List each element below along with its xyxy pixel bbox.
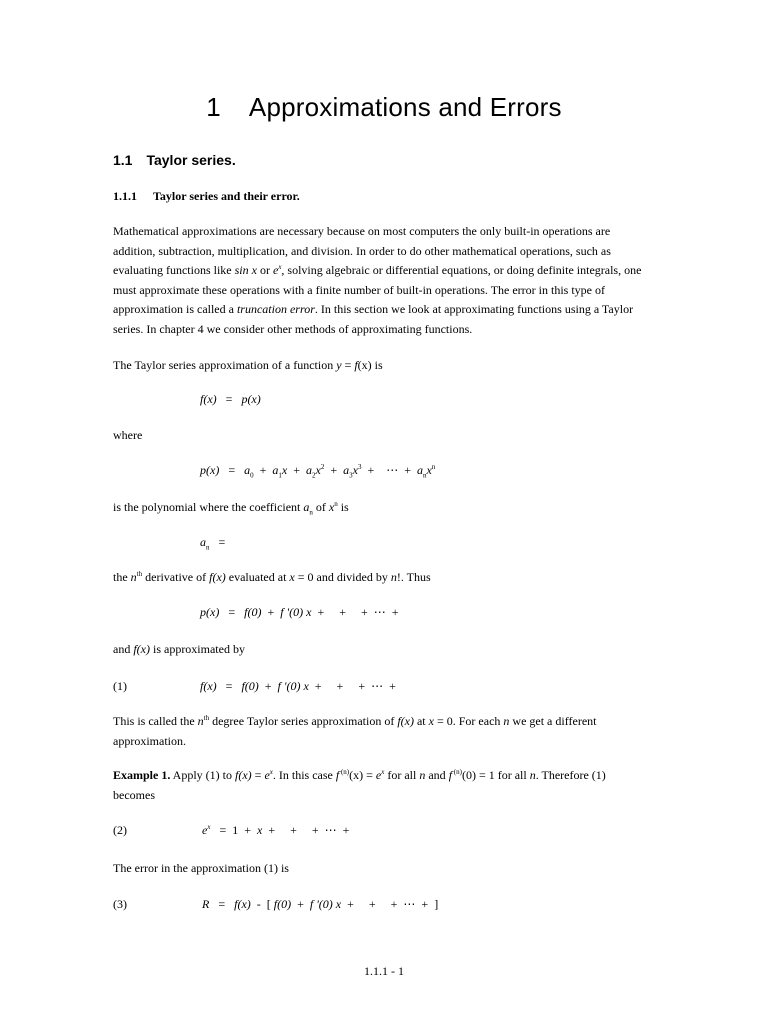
subsection-number: 1.1.1 xyxy=(113,189,137,203)
equation-3-number: (3) xyxy=(113,897,127,911)
example-line: Example 1. Apply (1) to $f(x) = e^x$. In this case f $^{(n)}(x) = e^x$ for all n and f $^{(n)}$(0) = 1 for all n. Therefore (1) xyxy=(113,768,606,782)
taylor-intro-line: The Taylor series approximation of a function y = f(x) is xyxy=(113,358,383,372)
where-label: where xyxy=(113,428,143,442)
called-line: This is called the $n^{th}$ degree Taylor series approximation of f(x) at x = 0. For each n we get a different xyxy=(113,714,597,728)
intro-line: must approximate these operations with a finite number of built-in operations. The error in this type of xyxy=(113,282,605,297)
equation-2-number: (2) xyxy=(113,823,127,837)
intro-line: evaluating functions like sin x or $e^x$, solving algebraic or differential equations, or doing definite integrals, one xyxy=(113,263,642,278)
intro-line: Mathematical approximations are necessary because on most computers the only built-in operations are xyxy=(113,224,611,238)
derivative-line: the $n^{th}$ derivative of f(x) evaluated at x = 0 and divided by n!. Thus xyxy=(113,570,431,584)
equation-3: R = f(x) - [ f(0) + f '(0) x + + + ⋯ + ] xyxy=(202,897,439,911)
section-title: Taylor series. xyxy=(146,152,236,168)
error-line: The error in the approximation (1) is xyxy=(113,861,289,875)
intro-line: addition, subtraction, multiplication, and division. In order to do other mathematical operations, such as xyxy=(113,243,611,258)
equation-an: $a_n$ = xyxy=(200,535,226,552)
example-line: becomes xyxy=(113,787,155,802)
section-heading xyxy=(113,152,236,168)
chapter-title xyxy=(0,92,768,123)
called-paragraph xyxy=(113,712,596,751)
intro-paragraph xyxy=(113,222,641,340)
example-paragraph xyxy=(113,766,606,805)
subsection-heading xyxy=(113,189,300,204)
equation-polynomial: p(x) = $a_0 + a_1x + a_2x^2 + a_3x^3$ + ⋯ + $a_nx^n$ xyxy=(200,463,436,480)
equation-1: f(x) = f(0) + f '(0) x + + + ⋯ + xyxy=(200,679,396,693)
chapter-number: 1 xyxy=(206,92,221,122)
section-number: 1.1 xyxy=(113,152,133,168)
example-label: Example 1. xyxy=(113,768,171,782)
called-line: approximation. xyxy=(113,733,186,748)
approximated-by-line: and f(x) is approximated by xyxy=(113,642,245,656)
equation-taylor-px: p(x) = f(0) + f '(0) x + + + ⋯ + xyxy=(200,605,399,619)
page-footer: 1.1.1 - 1 xyxy=(364,964,404,978)
intro-line: approximation is called a truncation error. In this section we look at approximating functions using a Taylor xyxy=(113,302,634,317)
intro-line: series. In chapter 4 we consider other methods of approximating functions. xyxy=(113,321,473,336)
subsection-title: Taylor series and their error. xyxy=(153,189,300,203)
chapter-title-text: Approximations and Errors xyxy=(248,92,562,122)
equation-1-number: (1) xyxy=(113,679,127,693)
equation-2: $e^x$ = 1 + x + + + ⋯ + xyxy=(202,823,350,837)
equation-fx-px: f(x) = p(x) xyxy=(200,392,261,406)
coefficient-line: is the polynomial where the coefficient $a_n$ of $x^n$ is xyxy=(113,500,349,517)
